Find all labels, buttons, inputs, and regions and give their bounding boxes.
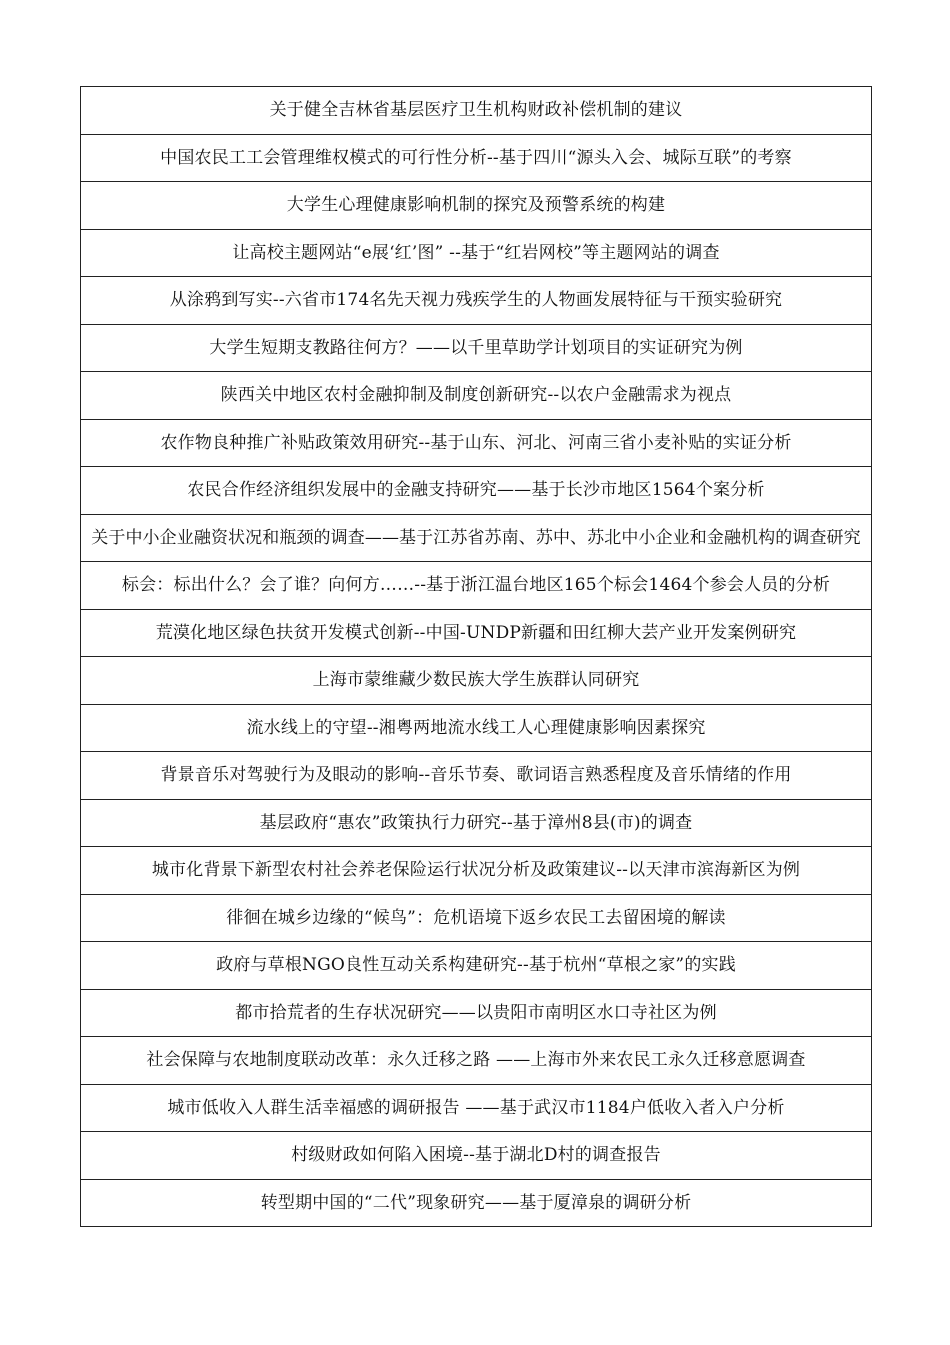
title-cell: 基层政府“惠农”政策执行力研究--基于漳州8县(市)的调查 bbox=[81, 799, 872, 847]
title-cell: 都市拾荒者的生存状况研究——以贵阳市南明区水口寺社区为例 bbox=[81, 989, 872, 1037]
title-cell: 城市化背景下新型农村社会养老保险运行状况分析及政策建议--以天津市滨海新区为例 bbox=[81, 847, 872, 895]
table-row bbox=[81, 1084, 872, 1132]
table-row bbox=[81, 989, 872, 1037]
table-row bbox=[81, 704, 872, 752]
title-cell: 大学生短期支教路往何方？——以千里草助学计划项目的实证研究为例 bbox=[81, 324, 872, 372]
table-row bbox=[81, 324, 872, 372]
title-cell: 社会保障与农地制度联动改革：永久迁移之路 ——上海市外来农民工永久迁移意愿调查 bbox=[81, 1037, 872, 1085]
title-cell: 徘徊在城乡边缘的“候鸟”：危机语境下返乡农民工去留困境的解读 bbox=[81, 894, 872, 942]
title-cell: 陕西关中地区农村金融抑制及制度创新研究--以农户金融需求为视点 bbox=[81, 372, 872, 420]
research-title-table bbox=[80, 86, 872, 1227]
table-row bbox=[81, 134, 872, 182]
title-cell: 上海市蒙维藏少数民族大学生族群认同研究 bbox=[81, 657, 872, 705]
table-row bbox=[81, 799, 872, 847]
title-cell: 村级财政如何陷入困境--基于湖北D村的调查报告 bbox=[81, 1132, 872, 1180]
title-cell: 荒漠化地区绿色扶贫开发模式创新--中国-UNDP新疆和田红柳大芸产业开发案例研究 bbox=[81, 609, 872, 657]
title-cell: 流水线上的守望--湘粤两地流水线工人心理健康影响因素探究 bbox=[81, 704, 872, 752]
table-row bbox=[81, 1037, 872, 1085]
table-row bbox=[81, 657, 872, 705]
title-cell: 政府与草根NGO良性互动关系构建研究--基于杭州“草根之家”的实践 bbox=[81, 942, 872, 990]
title-cell: 中国农民工工会管理维权模式的可行性分析--基于四川“源头入会、城际互联”的考察 bbox=[81, 134, 872, 182]
table-row bbox=[81, 1132, 872, 1180]
title-cell: 农民合作经济组织发展中的金融支持研究——基于长沙市地区1564个案分析 bbox=[81, 467, 872, 515]
table-row bbox=[81, 229, 872, 277]
title-cell: 从涂鸦到写实--六省市174名先天视力残疾学生的人物画发展特征与干预实验研究 bbox=[81, 277, 872, 325]
table-row bbox=[81, 87, 872, 135]
table-row bbox=[81, 609, 872, 657]
title-cell: 关于中小企业融资状况和瓶颈的调查——基于江苏省苏南、苏中、苏北中小企业和金融机构的调查研究 bbox=[81, 514, 872, 562]
title-cell: 让高校主题网站“e展‘红’图” --基于“红岩网校”等主题网站的调查 bbox=[81, 229, 872, 277]
table-row bbox=[81, 467, 872, 515]
title-cell: 背景音乐对驾驶行为及眼动的影响--音乐节奏、歌词语言熟悉程度及音乐情绪的作用 bbox=[81, 752, 872, 800]
title-cell: 大学生心理健康影响机制的探究及预警系统的构建 bbox=[81, 182, 872, 230]
title-cell: 标会：标出什么？会了谁？向何方……--基于浙江温台地区165个标会1464个参会人员的分析 bbox=[81, 562, 872, 610]
table-row bbox=[81, 419, 872, 467]
table-row bbox=[81, 182, 872, 230]
title-cell: 城市低收入人群生活幸福感的调研报告 ——基于武汉市1184户低收入者入户分析 bbox=[81, 1084, 872, 1132]
table-row bbox=[81, 847, 872, 895]
table-row bbox=[81, 894, 872, 942]
table-row bbox=[81, 1179, 872, 1227]
table-row bbox=[81, 562, 872, 610]
title-cell: 转型期中国的“二代”现象研究——基于厦漳泉的调研分析 bbox=[81, 1179, 872, 1227]
table-row bbox=[81, 514, 872, 562]
table-row bbox=[81, 752, 872, 800]
table-row bbox=[81, 942, 872, 990]
title-cell: 农作物良种推广补贴政策效用研究--基于山东、河北、河南三省小麦补贴的实证分析 bbox=[81, 419, 872, 467]
table-row bbox=[81, 372, 872, 420]
table-row bbox=[81, 277, 872, 325]
title-cell: 关于健全吉林省基层医疗卫生机构财政补偿机制的建议 bbox=[81, 87, 872, 135]
